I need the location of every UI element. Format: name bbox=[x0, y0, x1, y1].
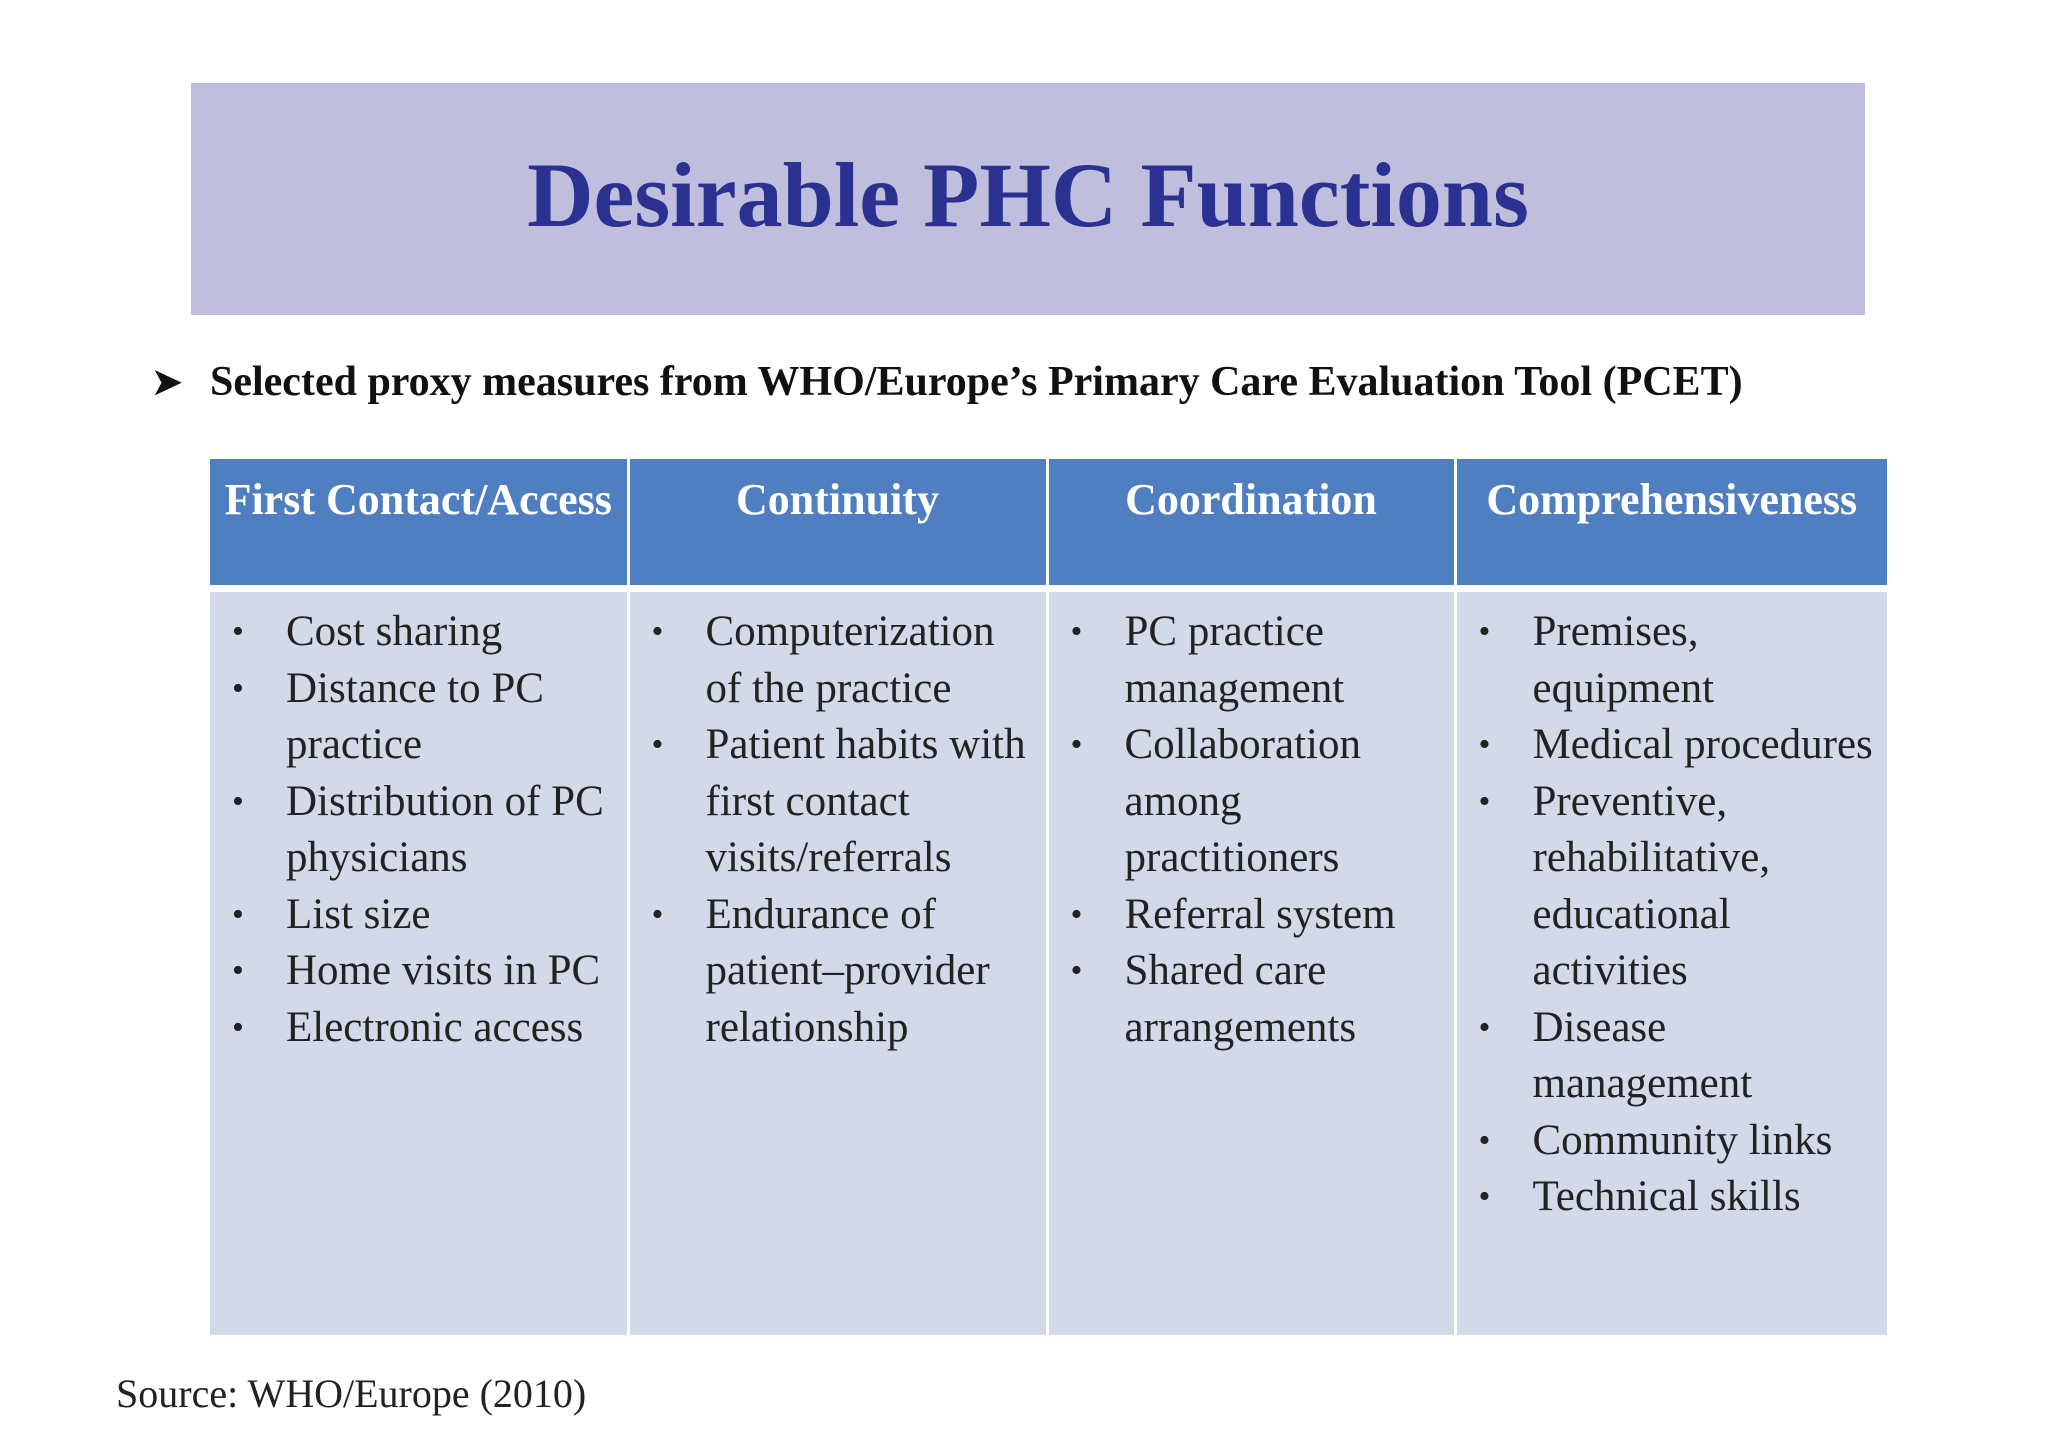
list-item bbox=[1063, 717, 1444, 887]
list-item bbox=[224, 943, 617, 1000]
bullet-icon: • bbox=[1478, 726, 1491, 763]
list-item-text: Technical skills bbox=[1532, 1173, 1801, 1220]
subtitle-text: Selected proxy measures from WHO/Europe’s Primary Care Evaluation Tool (PCET) bbox=[210, 359, 1743, 405]
cell-first-contact bbox=[210, 589, 628, 1336]
header-first-contact: First Contact/Access bbox=[210, 459, 628, 589]
list-item bbox=[1063, 943, 1444, 1056]
bullet-icon: • bbox=[651, 895, 664, 933]
list-item-text: Referral system bbox=[1124, 890, 1396, 938]
bullet-icon: • bbox=[232, 1008, 244, 1046]
list-item bbox=[224, 774, 617, 887]
bullet-icon: • bbox=[1070, 895, 1083, 933]
list-item bbox=[1471, 604, 1878, 717]
bullet-icon: • bbox=[1478, 1008, 1491, 1046]
list-item-text: List size bbox=[286, 890, 431, 938]
list-item-text: Cost sharing bbox=[286, 608, 503, 655]
list-item bbox=[224, 661, 617, 774]
list-comprehensiveness bbox=[1471, 604, 1878, 1226]
list-coordination bbox=[1063, 604, 1444, 1056]
pcet-table bbox=[210, 459, 1887, 1335]
cell-coordination bbox=[1047, 589, 1455, 1336]
list-item-text: Community links bbox=[1532, 1116, 1833, 1164]
list-item bbox=[1063, 887, 1444, 944]
page-title: Desirable PHC Functions bbox=[527, 144, 1529, 246]
list-item bbox=[1471, 774, 1878, 1000]
bullet-icon: • bbox=[232, 895, 244, 933]
bullet-icon: • bbox=[651, 726, 664, 763]
bullet-icon: • bbox=[1478, 782, 1491, 820]
list-item bbox=[644, 717, 1036, 887]
list-item-text: Disease management bbox=[1532, 1003, 1753, 1107]
list-item-text: Collaboration among practitioners bbox=[1124, 721, 1361, 881]
list-item-text: Computerization of the practice bbox=[705, 608, 995, 712]
bullet-icon: • bbox=[232, 952, 244, 989]
header-comprehensiveness: Comprehensiveness bbox=[1455, 459, 1887, 589]
list-item bbox=[224, 604, 617, 661]
header-coordination: Coordination bbox=[1047, 459, 1455, 589]
bullet-icon: • bbox=[1070, 613, 1083, 650]
list-item-text: Premises, equipment bbox=[1532, 608, 1715, 712]
list-item-text: Shared care arrangements bbox=[1124, 947, 1357, 1051]
list-item bbox=[644, 887, 1036, 1057]
list-item bbox=[1471, 1169, 1878, 1226]
bullet-icon: • bbox=[232, 669, 244, 707]
bullet-icon: • bbox=[1070, 952, 1083, 989]
list-item bbox=[644, 604, 1036, 717]
list-item bbox=[1471, 1000, 1878, 1113]
cell-comprehensiveness bbox=[1455, 589, 1887, 1336]
list-first-contact bbox=[224, 604, 617, 1056]
list-item-text: Electronic access bbox=[286, 1003, 584, 1051]
title-banner bbox=[191, 83, 1865, 315]
bullet-icon: • bbox=[1478, 1121, 1491, 1159]
source-note: Source: WHO/Europe (2010) bbox=[116, 1371, 587, 1416]
bullet-icon: • bbox=[232, 613, 244, 650]
bullet-icon: • bbox=[651, 613, 664, 650]
list-item bbox=[1063, 604, 1444, 717]
bullet-icon: • bbox=[1478, 1178, 1491, 1215]
subtitle-bullet bbox=[152, 358, 2012, 406]
list-item-text: Distance to PC practice bbox=[286, 664, 544, 768]
list-item bbox=[1471, 717, 1878, 774]
list-item-text: Preventive, rehabilitative, educational activities bbox=[1532, 777, 1771, 994]
list-item-text: PC practice management bbox=[1124, 608, 1345, 712]
list-item-text: Endurance of patient–provider relationship bbox=[705, 890, 990, 1051]
arrow-bullet-icon: ➤ bbox=[152, 362, 183, 402]
list-item bbox=[224, 1000, 617, 1057]
list-item bbox=[224, 887, 617, 944]
bullet-icon: • bbox=[1070, 726, 1083, 763]
table-header-row bbox=[210, 459, 1887, 589]
list-item-text: Home visits in PC bbox=[286, 947, 601, 994]
table-body-row bbox=[210, 589, 1887, 1336]
list-item bbox=[1471, 1113, 1878, 1170]
list-item-text: Medical procedures bbox=[1532, 721, 1873, 768]
bullet-icon: • bbox=[232, 782, 244, 820]
list-continuity bbox=[644, 604, 1036, 1056]
list-item-text: Distribution of PC physicians bbox=[286, 777, 604, 881]
bullet-icon: • bbox=[1478, 613, 1491, 650]
header-continuity: Continuity bbox=[628, 459, 1047, 589]
cell-continuity bbox=[628, 589, 1047, 1336]
list-item-text: Patient habits with first contact visits/referrals bbox=[705, 721, 1026, 881]
